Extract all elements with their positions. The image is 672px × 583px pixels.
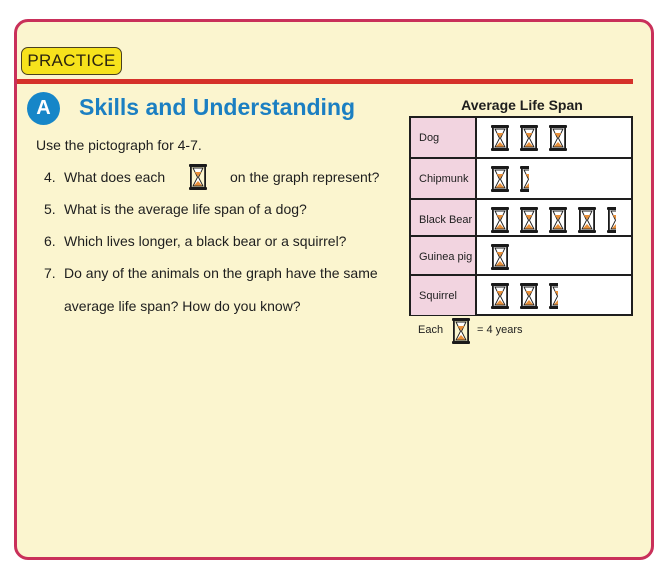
pictograph-row-black-bear — [411, 200, 631, 239]
hourglass-icon — [578, 207, 596, 233]
half-hourglass-icon — [607, 207, 625, 233]
hourglass-icon — [451, 317, 471, 345]
hourglass-icon — [520, 207, 538, 233]
question-number: 5. — [44, 201, 56, 217]
row-icons — [477, 276, 631, 315]
hourglass-icon — [491, 166, 509, 192]
question-text: average life span? How do you know? — [64, 298, 301, 314]
pictograph-row-chipmunk — [411, 159, 631, 198]
row-label: Dog — [411, 118, 475, 157]
practice-badge: PRACTICE — [21, 47, 122, 75]
pictograph-row-squirrel — [411, 276, 631, 315]
row-icons — [477, 118, 631, 157]
question-text: Do any of the animals on the graph have the same — [64, 265, 378, 281]
row-icon-strip — [477, 237, 631, 276]
hourglass-icon — [491, 125, 509, 151]
half-hourglass-icon — [520, 166, 538, 192]
hourglass-icon — [491, 283, 509, 309]
hourglass-icon — [491, 207, 509, 233]
row-label: Guinea pig — [411, 237, 475, 276]
row-icon-strip — [477, 276, 631, 315]
section-divider — [17, 79, 633, 84]
hourglass-icon — [549, 207, 567, 233]
question-text: What is the average life span of a dog? — [64, 201, 307, 217]
pictograph-row-dog — [411, 118, 631, 157]
key-value: = 4 years — [477, 324, 523, 336]
row-icon-strip — [477, 118, 631, 157]
row-icons — [477, 237, 631, 276]
half-hourglass-icon — [549, 283, 567, 309]
row-icon-strip — [477, 200, 631, 239]
question-number: 6. — [44, 233, 56, 249]
hourglass-icon — [491, 244, 509, 270]
section-title: Skills and Understanding — [79, 94, 356, 120]
row-icon-strip — [477, 159, 631, 198]
row-label: Squirrel — [411, 276, 475, 315]
pictograph-title: Average Life Span — [461, 97, 583, 113]
row-icons — [477, 159, 631, 198]
question-text: Which lives longer, a black bear or a squirrel? — [64, 233, 347, 249]
section-letter-badge: A — [27, 92, 60, 125]
key-prefix: Each — [418, 324, 444, 336]
hourglass-icon — [520, 125, 538, 151]
instruction-text: Use the pictograph for 4-7. — [36, 137, 202, 153]
pictograph-row-guinea-pig — [411, 237, 631, 276]
question-text: What does each — [64, 169, 166, 185]
hourglass-icon — [549, 125, 567, 151]
row-label: Black Bear — [411, 200, 475, 239]
hourglass-icon — [520, 283, 538, 309]
question-number: 4. — [44, 169, 56, 185]
question-4-tail: on the graph represent? — [230, 169, 380, 185]
pictograph — [409, 116, 633, 316]
row-label: Chipmunk — [411, 159, 475, 198]
row-icons — [477, 200, 631, 239]
question-number: 7. — [44, 265, 56, 281]
hourglass-icon — [188, 163, 208, 191]
